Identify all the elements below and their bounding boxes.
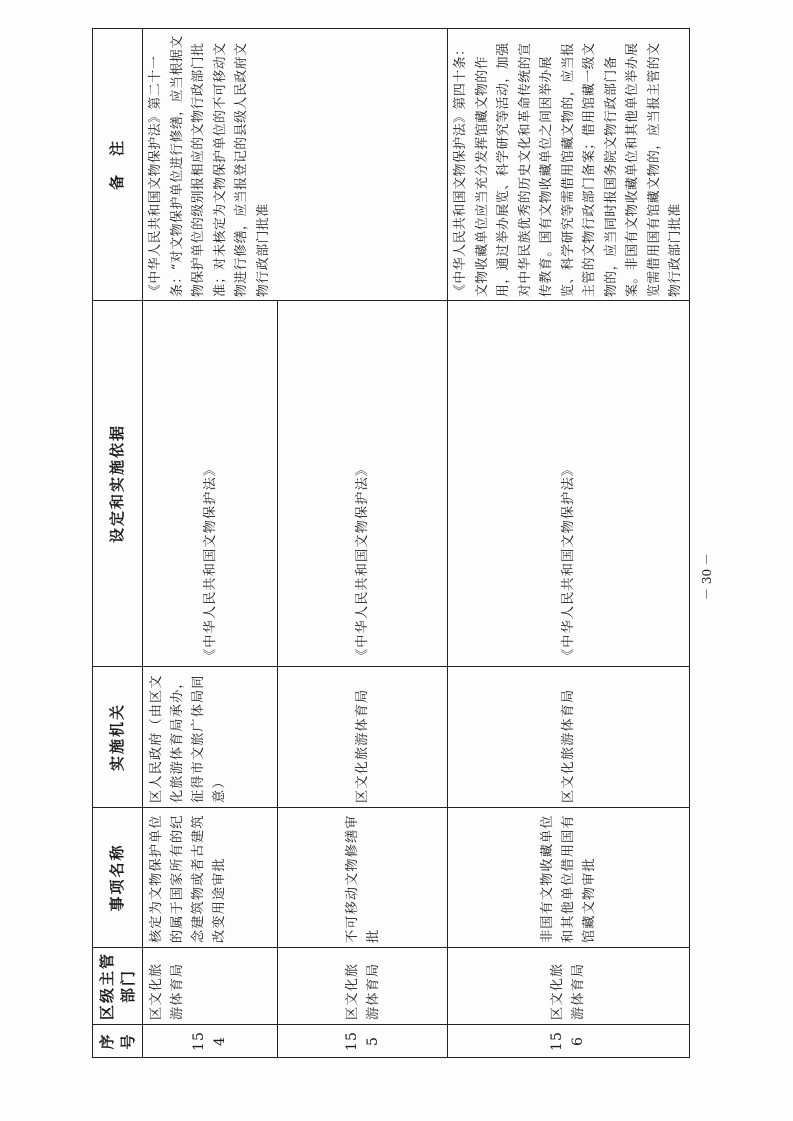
table-row [143,29,278,1058]
page-number [677,553,737,600]
header-item: 事项名称 [93,808,143,948]
header-no: 序号 [93,1025,143,1058]
header-dept: 区级主管部门 [93,948,143,1025]
row-item-name: 非国有文物收藏单位和其他单位借用国有馆藏文物审批 [448,808,690,948]
table-header-row [93,29,143,1058]
row-dept: 区文化旅游体育局 [448,948,690,1025]
notes-text: 《中华人民共和国文物保护法》第二十一条：“对文物保护单位进行修缮，应当根据文物保护单位的级别报相应的文物行政部门批准；对未核定为文物保护单位的不可移动文物进行修缮，应当报登记的县级人民政府文物行政部门批准 [148,35,271,297]
header-notes: 备 注 [93,29,143,301]
table-row [448,29,690,1058]
header-basis: 设定和实施依据 [93,301,143,667]
row-agency: 区文化旅游体育局 [278,667,448,808]
row-basis: 《中华人民共和国文物保护法》 [448,301,690,667]
row-number: 155 [278,1025,448,1058]
row-item-name: 不可移动文物修缮审批 [278,808,448,948]
row-number: 156 [448,1025,690,1058]
row-notes: 《中华人民共和国文物保护法》第四十条：文物收藏单位应当充分发挥馆藏文物的作用，通过举办展览、科学研究等活动，加强对中华民族优秀的历史文化和革命传统的宣传教育。国有文物收藏单位之间因举办展览、科学研究等需借用馆藏文物的，应当报主管的文物行政部门备案；借用馆藏一级文物的，应当同时报国务院文物行政部门备案。非国有文物收藏单位和其他单位举办展览需借用国有馆藏文物的，应当报主管的文物行政部门批准 [448,29,690,301]
items-table [92,28,690,1058]
row-agency: 区人民政府（由区文化旅游体育局承办，征得市文旅广体局同意） [143,667,278,808]
row-dept: 区文化旅游体育局 [143,948,278,1025]
page-number-text: － 30 － [700,553,714,600]
row-number: 154 [143,1025,278,1058]
row-basis: 《中华人民共和国文物保护法》 [143,301,278,667]
row-item-name: 核定为文物保护单位的属于国家所有的纪念建筑物或者古建筑改变用途审批 [143,808,278,948]
row-basis: 《中华人民共和国文物保护法》 [278,301,448,667]
row-dept: 区文化旅游体育局 [278,948,448,1025]
row-agency: 区文化旅游体育局 [448,667,690,808]
rotated-page-content [92,29,687,1058]
row-notes [143,29,448,301]
header-agency: 实施机关 [93,667,143,808]
